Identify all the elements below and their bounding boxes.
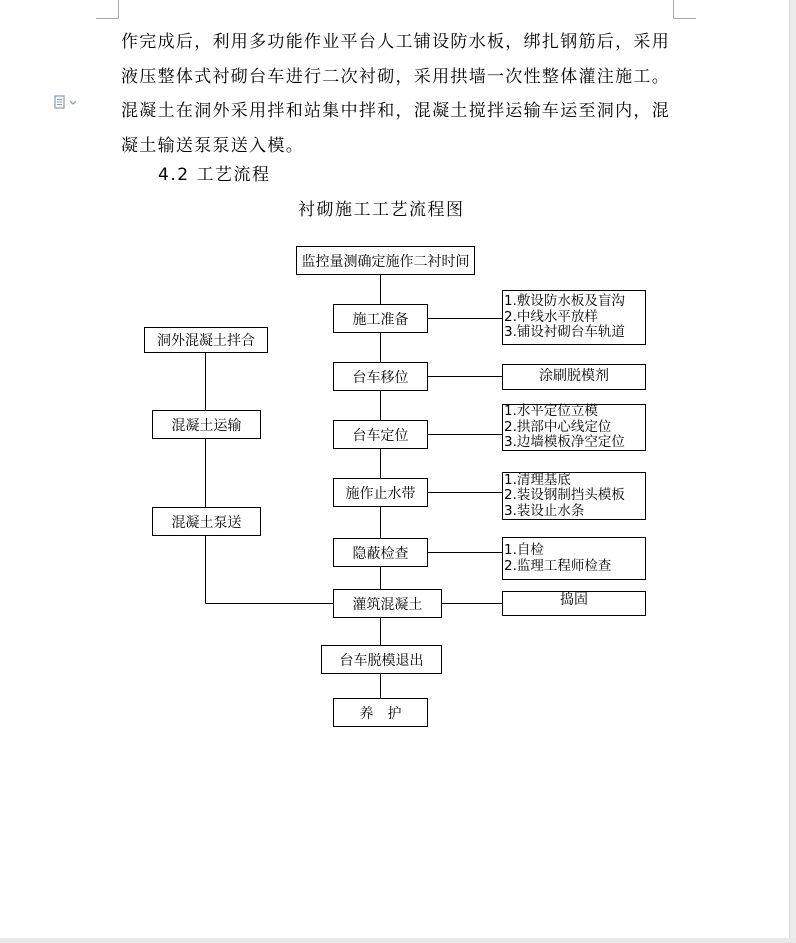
step-concrete-mixing: 洞外混凝土拌合 bbox=[144, 327, 268, 353]
note-line: 1.水平定位立模 bbox=[504, 403, 598, 420]
note-position bbox=[502, 404, 646, 451]
note-line: 2.中线水平放样 bbox=[504, 308, 598, 325]
paragraph-line: 混凝土在洞外采用拌和站集中拌和，混凝土搅拌运输车运至洞内，混 bbox=[121, 101, 670, 121]
note-line: 2.拱部中心线定位 bbox=[504, 418, 612, 435]
page-right-edge bbox=[789, 0, 796, 943]
step-pour-concrete: 灌筑混凝土 bbox=[333, 589, 442, 618]
note-line: 2.监理工程师检查 bbox=[504, 557, 612, 574]
flowchart-title: 衬砌施工工艺流程图 bbox=[298, 200, 465, 220]
step-concrete-transport: 混凝土运输 bbox=[152, 410, 261, 439]
note-line: 1.清理基底 bbox=[504, 471, 571, 488]
step-monitoring: 监控量测确定施作二衬时间 bbox=[296, 246, 475, 275]
note-move bbox=[502, 364, 646, 390]
paragraph-line: 凝土输送泵泵送入模。 bbox=[121, 135, 304, 156]
step-concealed-inspection: 隐蔽检查 bbox=[333, 538, 428, 567]
step-trolley-demold: 台车脱模退出 bbox=[321, 645, 442, 674]
note-line: 1.自检 bbox=[504, 542, 544, 558]
step-trolley-position: 台车定位 bbox=[333, 420, 428, 449]
note-line: 捣固 bbox=[560, 592, 588, 608]
note-prep bbox=[502, 290, 646, 345]
note-line: 涂刷脱模剂 bbox=[539, 368, 609, 385]
note-line: 3.边墙模板净空定位 bbox=[504, 434, 625, 451]
note-line: 1.敷设防水板及盲沟 bbox=[504, 293, 625, 310]
step-trolley-move: 台车移位 bbox=[333, 362, 428, 391]
page-bottom-edge bbox=[0, 938, 796, 943]
note-pour bbox=[502, 591, 646, 616]
note-line: 3.装设止水条 bbox=[504, 502, 585, 519]
step-curing: 养 护 bbox=[333, 698, 428, 727]
paragraph-line: 液压整体式衬砌台车进行二次衬砌，采用拱墙一次性整体灌注施工。 bbox=[121, 66, 670, 87]
step-waterstop: 施作止水带 bbox=[333, 478, 428, 507]
paragraph-line: 作完成后，利用多功能作业平台人工铺设防水板，绑扎钢筋后，采用 bbox=[121, 32, 670, 52]
note-waterstop bbox=[502, 472, 646, 520]
section-heading: 4.2 工艺流程 bbox=[158, 165, 271, 185]
note-line: 3.铺设衬砌台车轨道 bbox=[504, 324, 625, 341]
note-inspection bbox=[502, 537, 646, 580]
step-concrete-pumping: 混凝土泵送 bbox=[152, 507, 261, 536]
step-construction-prep: 施工准备 bbox=[333, 304, 428, 333]
note-line: 2.装设钢制挡头模板 bbox=[504, 487, 625, 504]
